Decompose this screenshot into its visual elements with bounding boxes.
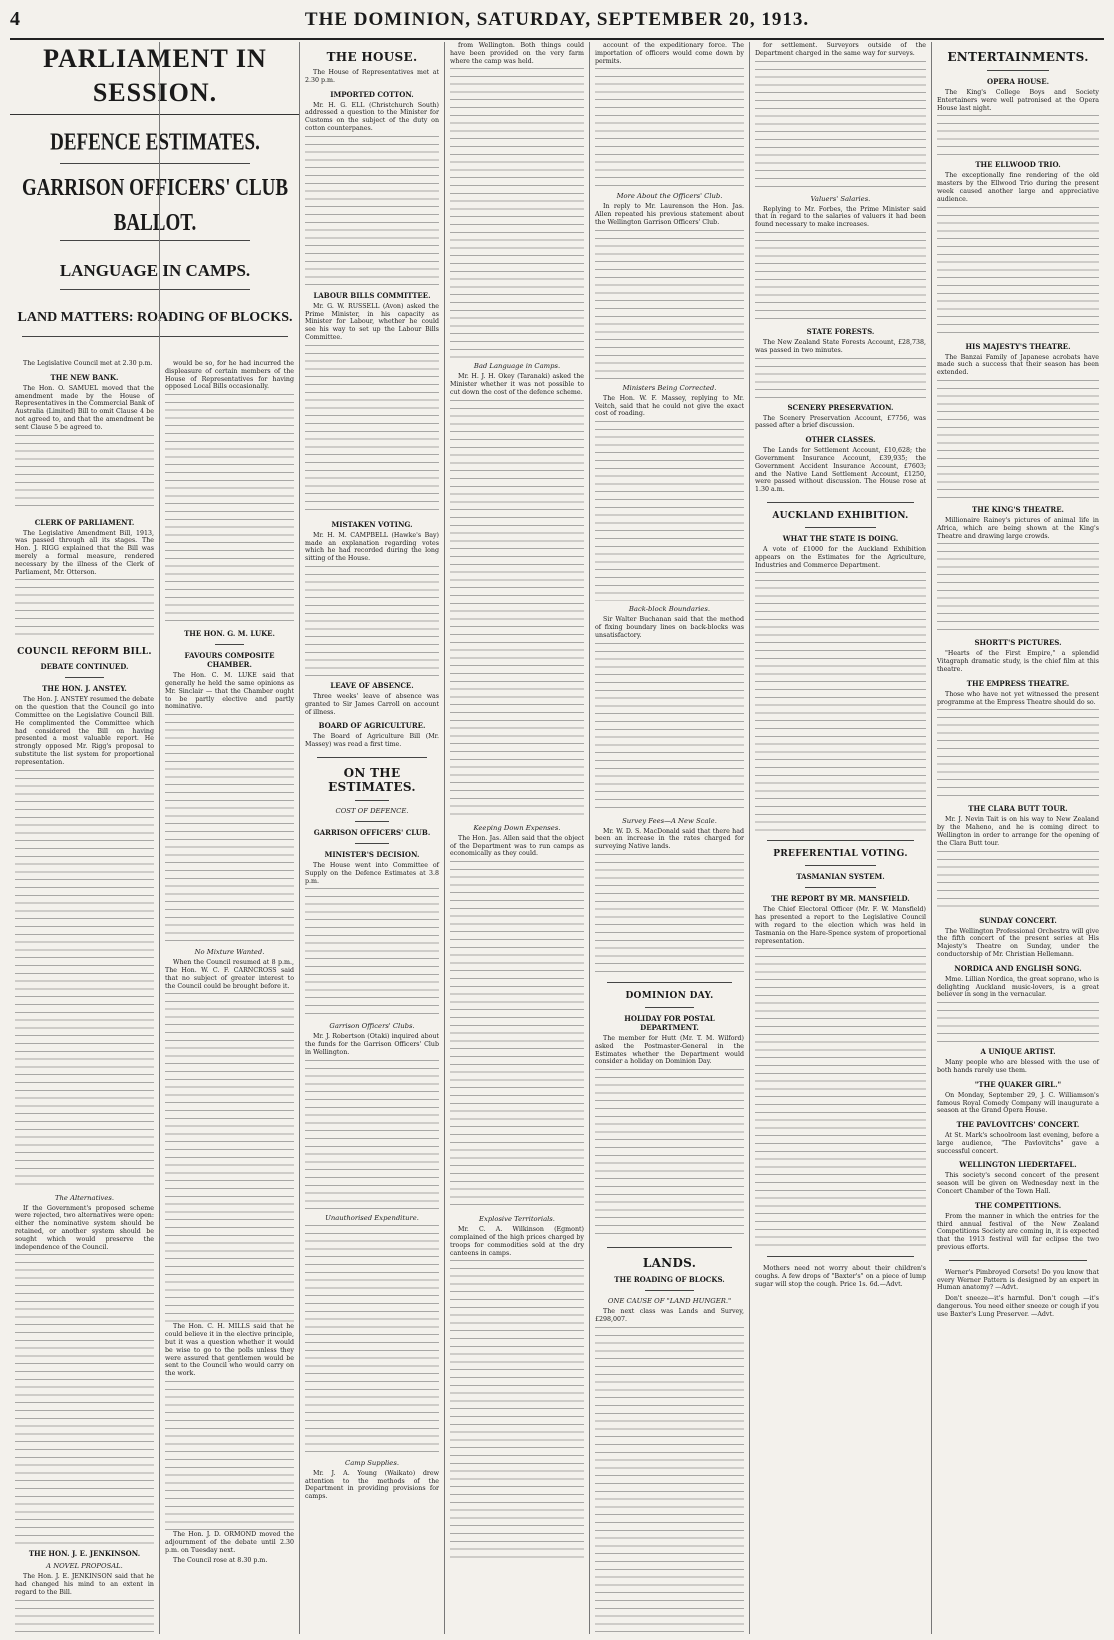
col1-anstey-text: The Hon. J. ANSTEY resumed the debate on the question that the Council go into Committee on the Legislative Council Bill. He complimented the Committee which had considered the Bill on having presented a most valuable report. He strongly opposed Mr. Rigg's proposal to substitute the list system for proportional representation. bbox=[15, 696, 154, 766]
col1-new-bank-text: The Hon. O. SAMUEL moved that the amendment made by the House of Representatives in the Commercial Bank of Australia (Limited) Bill to omit Clause 4 be not agreed to, and that the amendment be sent Clause 5 be agreed to. bbox=[15, 384, 154, 431]
col7-opera-head: OPERA HOUSE. bbox=[986, 77, 1050, 86]
page-number: 4 bbox=[10, 8, 20, 30]
col6-ad-text: Mothers need not worry about their children's coughs. A few drops of "Baxter's" on a piece of lump sugar will stop the cough. Price 1s. 6d.—Advt. bbox=[755, 1265, 926, 1288]
col6-report-sub: THE REPORT BY MR. MANSFIELD. bbox=[771, 894, 910, 904]
col7-pavlovitch-head: THE PAVLOVITCHS' CONCERT. bbox=[956, 1120, 1080, 1130]
newspaper-title: THE DOMINION, SATURDAY, SEPTEMBER 20, 1913. bbox=[304, 9, 810, 30]
col7-text13: This society's second concert of the present season will be given on Wednesday next in the Concert Chamber of the Town Hall. bbox=[937, 1172, 1099, 1196]
col4-text4: Mr. C. A. Wilkinson (Egmont) complained of the high prices charged by troops for commodities sold at the dry canteens in camps. bbox=[450, 1226, 584, 1257]
col3-cotton-head: IMPORTED COTTON. bbox=[330, 89, 414, 99]
col3-cost-defence: COST OF DEFENCE. bbox=[335, 806, 409, 815]
col4-explosive-head: Explosive Territorials. bbox=[479, 1215, 555, 1224]
col2-text6: The Council rose at 8.30 p.m. bbox=[173, 1557, 268, 1565]
col7-kings-head: THE KING'S THEATRE. bbox=[972, 504, 1064, 514]
col7-sunday-head: SUNDAY CONCERT. bbox=[979, 915, 1057, 925]
col5-dominion-head: DOMINION DAY. bbox=[625, 990, 714, 1001]
column-4 bbox=[445, 42, 590, 1634]
col6-tasmanian-sub: TASMANIAN SYSTEM. bbox=[796, 872, 885, 882]
col1-novel-proposal: A NOVEL PROPOSAL. bbox=[46, 1562, 123, 1571]
col7-liedertafel-head: WELLINGTON LIEDERTAFEL. bbox=[959, 1160, 1077, 1170]
col6-valuers-head: Valuers' Salaries. bbox=[810, 194, 871, 203]
col4-text2: Mr. H. J. H. Okey (Taranaki) asked the Minister whether it was not possible to cut down the cost of the defence scheme. bbox=[450, 373, 584, 396]
column-1 bbox=[10, 42, 160, 1634]
headline-garrison: GARRISON OFFICERS' CLUB BALLOT. bbox=[21, 174, 289, 236]
col1-clerk-head: CLERK OF PARLIAMENT. bbox=[34, 517, 135, 527]
col6-state-forests-head: STATE FORESTS. bbox=[806, 326, 875, 336]
col7-nordica-head: NORDICA AND ENGLISH SONG. bbox=[954, 963, 1082, 973]
col7-text1: The King's College Boys and Society Entertainers were well patronised at the Opera House last night. bbox=[937, 89, 1099, 112]
col5-text4: Sir Walter Buchanan said that the method of fixing boundary lines on back-blocks was unsatisfactory. bbox=[595, 616, 744, 639]
col6-other-classes-head: OTHER CLASSES. bbox=[805, 435, 876, 445]
col3-labour-text: Mr. G. W. RUSSELL (Avon) asked the Prime Minister, in his capacity as Minister for Labour, whether he could see his way to set up the Labour Bills Committee. bbox=[305, 302, 439, 341]
col2-text5: The Hon. J. D. ORMOND moved the adjournment of the debate until 2.30 p.m. on Tuesday next. bbox=[165, 1530, 294, 1554]
col7-competitions-head: THE COMPETITIONS. bbox=[974, 1200, 1062, 1210]
col2-text3: When the Council resumed at 8 p.m., The Hon. W. C. F. CARNCROSS said that no subject of greater interest to the Council could be brought before it. bbox=[165, 959, 294, 990]
col1-jenkinson-head: THE HON. J. E. JENKINSON. bbox=[28, 1549, 141, 1559]
col7-text6: Those who have not yet witnessed the present programme at the Empress Theatre should do so. bbox=[937, 690, 1099, 706]
column-6 bbox=[750, 42, 932, 1634]
col3-minister-decision: MINISTER'S DECISION. bbox=[324, 849, 420, 859]
col5-land-hunger-sub: ONE CAUSE OF "LAND HUNGER." bbox=[607, 1297, 732, 1306]
col3-camp-text: Mr. J. A. Young (Waikato) drew attention to the methods of the Department in providing provisions for camps. bbox=[305, 1469, 439, 1501]
headline-defence: DEFENCE ESTIMATES. bbox=[50, 129, 260, 156]
col7-text10: Many people who are blessed with the use of both hands rarely use them. bbox=[937, 1059, 1099, 1074]
col3-garrison-clubs-head: Garrison Officers' Clubs. bbox=[329, 1022, 415, 1031]
col7-majesty-head: HIS MAJESTY'S THEATRE. bbox=[965, 341, 1071, 351]
col1-debate-sub: DEBATE CONTINUED. bbox=[40, 662, 129, 672]
col7-text12: At St. Mark's schoolroom last evening, before a large audience, "The Pavlovitchs" gave a successful concert. bbox=[937, 1132, 1099, 1155]
col4-bad-language-head: Bad Language in Camps. bbox=[473, 362, 561, 371]
column-3 bbox=[300, 42, 445, 1634]
col3-unauthorised-head: Unauthorised Expenditure. bbox=[325, 1213, 419, 1222]
col5-text1: account of the expeditionary force. The importation of officers would come down by permits. bbox=[595, 42, 744, 65]
col7-ad2: Don't sneeze—it's harmful. Don't cough —it's dangerous. You need either sneeze or cough if you use Baxter's Lung Preserver. —Advt. bbox=[937, 1295, 1099, 1318]
col7-shortts-head: SHORTT'S PICTURES. bbox=[974, 638, 1062, 648]
col5-text2: In reply to Mr. Laurenson the Hon. Jas. Allen repeated his previous statement about the Wellington Garrison Officers' Club. bbox=[595, 203, 744, 226]
col5-text11: The next class was Lands and Survey, £298,007. bbox=[595, 1308, 744, 1323]
headline-land: LAND MATTERS: ROADING OF BLOCKS. bbox=[17, 310, 293, 325]
col3-house-text: The House of Representatives met at 2.30 p.m. bbox=[305, 69, 439, 84]
col2-luke-head: THE HON. G. M. LUKE. bbox=[184, 629, 275, 639]
col6-scenery-head: SCENERY PRESERVATION. bbox=[787, 402, 894, 412]
col1-anstey-head: THE HON. J. ANSTEY. bbox=[42, 684, 127, 694]
col3-supply-text: The House went into Committee of Supply on the Defence Estimates at 3.8 p.m. bbox=[305, 861, 439, 885]
col2-text1: would be so, for he had incurred the displeasure of certain members of the House of Representatives for having opposed Local Bills occasionally. bbox=[165, 360, 294, 391]
col4-expenses-head: Keeping Down Expenses. bbox=[473, 823, 561, 832]
col3-labour-head: LABOUR BILLS COMMITTEE. bbox=[313, 290, 431, 300]
col7-text11: On Monday, September 29, J. C. Williamson's famous Royal Comedy Company will inaugurate a season at the Grand Opera House. bbox=[937, 1091, 1099, 1115]
col5-text10: The member for Hutt (Mr. T. M. Wilford) asked the Postmaster-General in the Estimates whether the Department would consider a holiday on Dominion Day. bbox=[595, 1034, 744, 1066]
col1-alternatives-head: The Alternatives. bbox=[54, 1193, 115, 1202]
col3-camp-supplies-head: Camp Supplies. bbox=[345, 1458, 399, 1467]
col3-mistaken-head: MISTAKEN VOTING. bbox=[331, 519, 413, 529]
col6-state-forests-text: The New Zealand State Forests Account, £28,738, was passed in two minutes. bbox=[755, 338, 926, 354]
col2-no-mixture-head: No Mixture Wanted. bbox=[194, 948, 265, 957]
col3-garrison-text: Mr. J. Robertson (Otaki) inquired about the funds for the Garrison Officers' Club in Wellington. bbox=[305, 1033, 439, 1056]
col7-text14: From the manner in which the entries for the third annual festival of the New Zealand Competitions Society are coming in, it is expected that the 1913 festival will far eclipse the two previous efforts. bbox=[937, 1212, 1099, 1252]
column-7 bbox=[932, 42, 1104, 1634]
col6-text1: for settlement. Surveyors outside of the Department charged in the same way for surveys. bbox=[755, 42, 926, 57]
col3-agri-text: The Board of Agriculture Bill (Mr. Massey) was read a first time. bbox=[305, 733, 439, 749]
col3-leave-head: LEAVE OF ABSENCE. bbox=[330, 680, 414, 690]
col7-text5: "Hearts of the First Empire," a splendid Vitagraph dramatic study, is the chief film at this theatre. bbox=[937, 650, 1099, 673]
col7-ent-head: ENTERTAINMENTS. bbox=[947, 50, 1089, 64]
col7-ad1: Werner's Pimbroyed Corsets! Do you know that every Werner Pattern is designed by an expert in Human anatomy? —Advt. bbox=[937, 1268, 1099, 1292]
col3-garrison-club: GARRISON OFFICERS' CLUB. bbox=[313, 827, 431, 837]
col5-corrected-head: Ministers Being Corrected. bbox=[622, 383, 717, 392]
col5-officers-club-head: More About the Officers' Club. bbox=[616, 192, 723, 201]
col4-text1: from Wellington. Both things could have been provided on the very farm where the camp was held. bbox=[450, 42, 584, 65]
col6-text4: The Chief Electoral Officer (Mr. F. W. Mansfield) has presented a report to the Legislative Council with regard to the election which was held in Tasmania on the Hare-Spence system of proportional representation. bbox=[755, 906, 926, 945]
col3-mistaken-text: Mr. H. M. CAMPBELL (Hawke's Bay) made an explanation regarding votes which he had recorded during the long sitting of the House. bbox=[305, 531, 439, 563]
headline-parliament: PARLIAMENT IN SESSION. bbox=[10, 42, 300, 115]
col7-ellwood-head: THE ELLWOOD TRIO. bbox=[975, 160, 1061, 170]
col3-leave-text: Three weeks' leave of absence was granted to Sir James Carroll on account of illness. bbox=[305, 692, 439, 716]
col6-text2: Replying to Mr. Forbes, the Prime Minister said that in regard to the salaries of valuers it had been found necessary to make increases. bbox=[755, 205, 926, 229]
col7-unique-head: A UNIQUE ARTIST. bbox=[980, 1047, 1056, 1057]
col3-house-head: THE HOUSE. bbox=[326, 50, 418, 64]
col1-clerk-text: The Legislative Amendment Bill, 1913, was passed through all its stages. The Hon. J. RIGG explained that the Bill was merely a formal measure, rendered necessary by the illness of the Clerk of Parliament, Mr. Otterson. bbox=[15, 529, 154, 576]
columns bbox=[10, 42, 1104, 1634]
headline-language: LANGUAGE IN CAMPS. bbox=[59, 261, 251, 280]
col7-text7: Mr. J. Nevin Tait is on his way to New Zealand by the Maheno, and he is coming direct to Wellington in order to arrange for the opening of the Clara Butt tour. bbox=[937, 816, 1099, 847]
col6-scenery-text: The Scenery Preservation Account, £7756, was passed after a brief discussion. bbox=[755, 414, 926, 430]
col2-text2: The Hon. C. M. LUKE said that generally he held the same opinions as Mr. Sinclair — that the Chamber ought to be partly elective and partly nominative. bbox=[165, 672, 294, 711]
col5-backblock-head: Back-block Boundaries. bbox=[628, 605, 711, 614]
col2-composite-head: FAVOURS COMPOSITE CHAMBER. bbox=[184, 651, 275, 670]
col7-text3: The Banzai Family of Japanese acrobats have made such a success that their season has been extended. bbox=[937, 353, 1099, 377]
col5-roading-sub: THE ROADING OF BLOCKS. bbox=[614, 1275, 725, 1285]
col4-text3: The Hon. Jas. Allen said that the object of the Department was to run camps as economically as they could. bbox=[450, 834, 584, 858]
masthead bbox=[10, 8, 1104, 40]
col5-text3: The Hon. W. F. Massey, replying to Mr. Veitch, said that he could not give the exact cost of roading. bbox=[595, 394, 744, 418]
col1-new-bank-head: THE NEW BANK. bbox=[50, 372, 119, 382]
col6-other-classes-text: The Lands for Settlement Account, £10,628; the Government Insurance Account, £39,935; the Government Accident Insurance Account, £7603; and the Native Land Settlement Account, £1250, were passed without discussion. The House rose at 1.30 a.m. bbox=[755, 447, 926, 494]
col7-quaker-head: "THE QUAKER GIRL." bbox=[974, 1079, 1062, 1089]
col6-text3: A vote of £1000 for the Auckland Exhibition appears on the Estimates for the Agriculture, Industries and Commerce Department. bbox=[755, 545, 926, 569]
col3-estimates-head: ON THE ESTIMATES. bbox=[328, 765, 416, 794]
col5-lands-head: LANDS. bbox=[642, 1256, 697, 1271]
col5-dominion-sub: HOLIDAY FOR POSTAL DEPARTMENT. bbox=[624, 1013, 715, 1032]
col3-cotton-text: Mr. H. G. ELL (Christchurch South) addressed a question to the Minister for Customs on the subject of the duty on cotton counterpanes. bbox=[305, 101, 439, 132]
column-2 bbox=[160, 42, 300, 1634]
col3-agri-head: BOARD OF AGRICULTURE. bbox=[318, 721, 426, 731]
col6-auckland-sub: WHAT THE STATE IS DOING. bbox=[782, 533, 899, 543]
col1-council-reform-head: COUNCIL REFORM BILL. bbox=[17, 647, 152, 658]
col7-text9: Mme. Lillian Nordica, the great soprano, who is delighting Auckland music-lovers, is a great believer in song in the vernacular. bbox=[937, 975, 1099, 999]
col5-text5: Mr. W. D. S. MacDonald said that there had been an increase in the rates charged for surveying Native lands. bbox=[595, 827, 744, 851]
col7-text4: Millionaire Rainey's pictures of animal life in Africa, which are being shown at the King's Theatre and drawing large crowds. bbox=[937, 516, 1099, 540]
col6-pref-head: PREFERENTIAL VOTING. bbox=[773, 849, 908, 860]
col1-jenkinson-text: The Hon. J. E. JENKINSON said that he had changed his mind to an extent in regard to the Bill. bbox=[15, 1573, 154, 1596]
col7-text8: The Wellington Professional Orchestra will give the fifth concert of the present series at His Majesty's Theatre on Sunday, under the conductorship of Mr. Christian Hellemann. bbox=[937, 927, 1099, 958]
column-5 bbox=[590, 42, 750, 1634]
col7-clara-head: THE CLARA BUTT TOUR. bbox=[968, 804, 1068, 814]
col2-text4: The Hon. C. H. MILLS said that he could believe it in the elective principle, but it was a question whether it would be wise to go to the polls unless they were assured that gentlemen would be sent to the Council who would carry on the work. bbox=[165, 1323, 294, 1378]
col1-intro: The Legislative Council met at 2.30 p.m. bbox=[23, 360, 153, 367]
col7-text2: The exceptionally fine rendering of the old masters by the Ellwood Trio during the present week caused another large and appreciative audience. bbox=[937, 172, 1099, 203]
col1-alternatives-text: If the Government's proposed scheme were rejected, two alternatives were open: either the nominative system should be retained, or another system should be sought which would preserve the independence of the Council. bbox=[15, 1204, 154, 1251]
col5-survey-fees-head: Survey Fees—A New Scale. bbox=[622, 816, 717, 825]
col7-empress-head: THE EMPRESS THEATRE. bbox=[966, 678, 1070, 688]
col6-auckland-head: AUCKLAND EXHIBITION. bbox=[772, 510, 909, 521]
